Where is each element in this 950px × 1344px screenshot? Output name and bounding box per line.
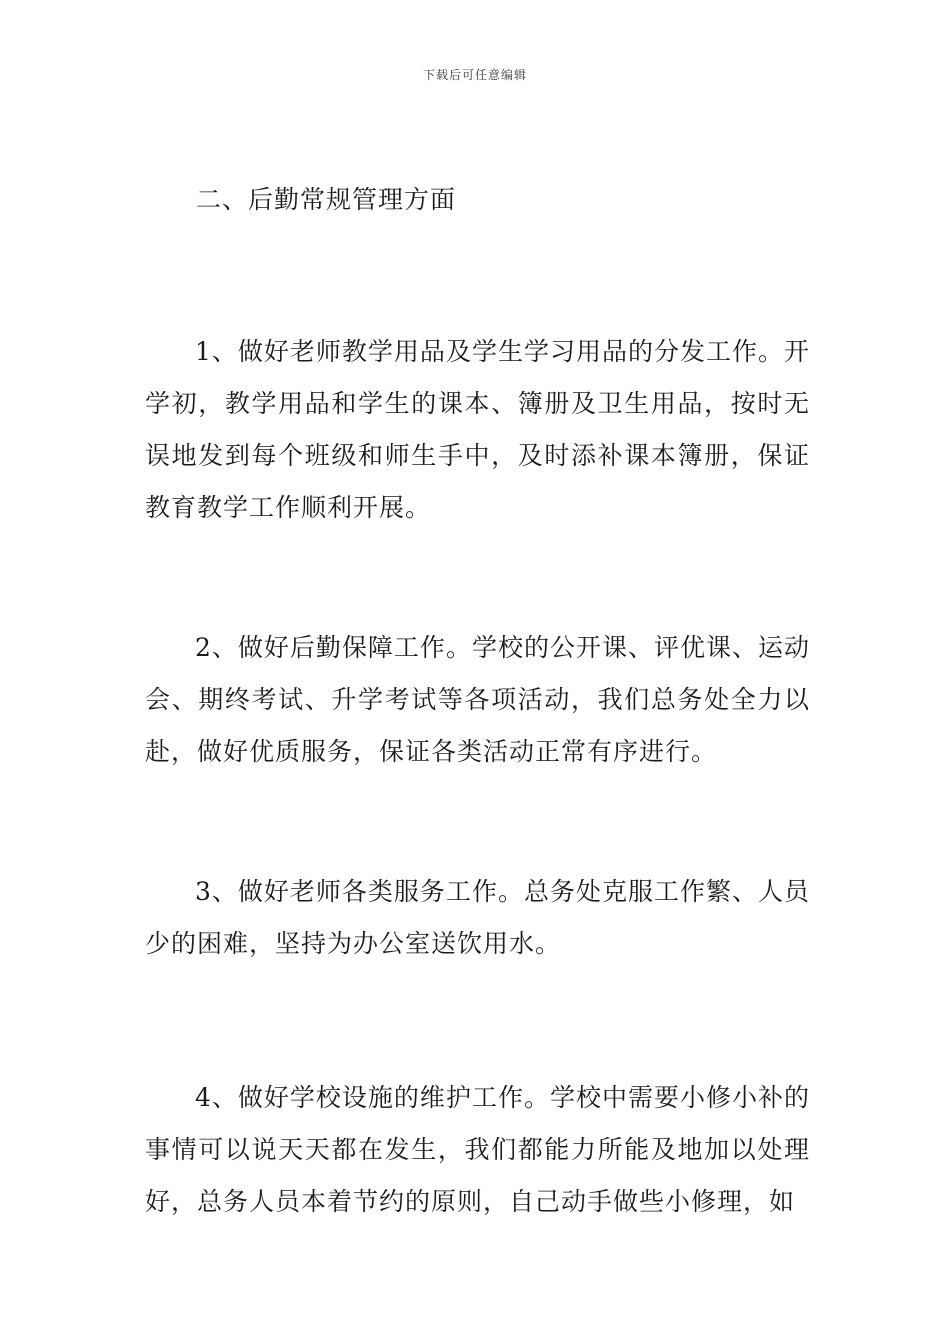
header-note: 下载后可任意编辑 <box>422 68 527 82</box>
paragraph-2: 2、做好后勤保障工作。学校的公开课、评优课、运动会、期终考试、升学考试等各项活动，我们总务处全力以赴，做好优质服务，保证各类活动正常有序进行。 <box>145 633 810 766</box>
section-heading: 二、后勤常规管理方面 <box>196 185 457 214</box>
paragraph-1: 1、做好老师教学用品及学生学习用品的分发工作。开学初，教学用品和学生的课本、簿册及卫生用品，按时无误地发到每个班级和师生手中，及时添补课本簿册，保证教育教学工作顺利开展。 <box>145 337 810 522</box>
paragraph-4: 4、做好学校设施的维护工作。学校中需要小修小补的事情可以说天天都在发生，我们都能力所能及地加以处理好，总务人员本着节约的原则，自己动手做些小修理，如 <box>145 1083 810 1216</box>
paragraph-3: 3、做好老师各类服务工作。总务处克服工作繁、人员少的困难，坚持为办公室送饮用水。 <box>145 877 810 958</box>
